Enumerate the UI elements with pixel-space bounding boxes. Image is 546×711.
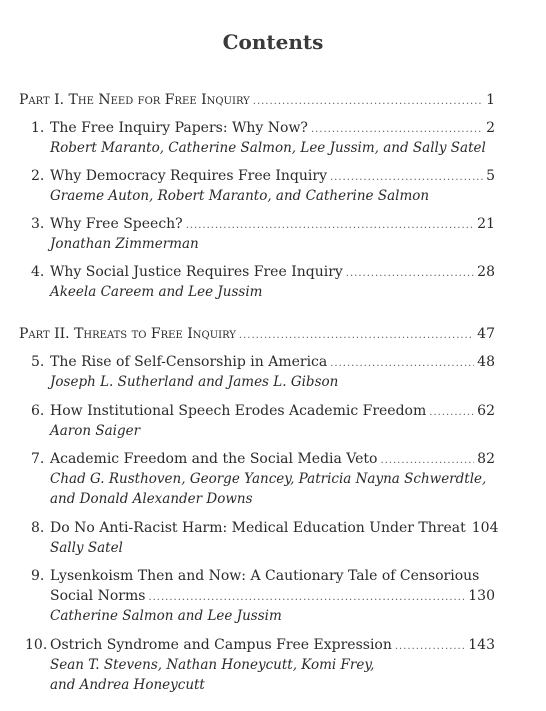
page-number: 62 — [477, 403, 495, 419]
page-number: 1 — [486, 92, 495, 108]
leader-dots — [429, 404, 474, 422]
entry-authors: Joseph L. Sutherland and James L. Gibson — [50, 374, 339, 390]
entry-number: 1. — [31, 120, 45, 136]
entry-number: 9. — [31, 568, 45, 584]
leader-dots — [148, 589, 465, 607]
entry-number: 4. — [31, 264, 45, 280]
entry-number: 3. — [31, 216, 45, 232]
entry-title: Ostrich Syndrome and Campus Free Expression — [50, 637, 392, 653]
toc-entry-6[interactable] — [50, 402, 495, 422]
entry-authors: Akeela Careem and Lee Jussim — [50, 284, 263, 300]
entry-number: 7. — [31, 451, 45, 467]
entry-title: Why Social Justice Requires Free Inquiry — [50, 264, 343, 280]
part-label: Part I. The Need for Free Inquiry — [19, 92, 250, 108]
entry-number: 5. — [31, 354, 45, 370]
part-heading-1[interactable] — [19, 91, 495, 111]
page-title: Contents — [222, 30, 324, 54]
entry-title: Do No Anti-Racist Harm: Medical Education Under Threat — [50, 520, 466, 536]
page-number: 143 — [468, 637, 495, 653]
entry-number: 6. — [31, 403, 45, 419]
entry-authors: Sally Satel — [50, 540, 123, 556]
toc-entry-5[interactable] — [50, 353, 495, 373]
page-number: 28 — [477, 264, 495, 280]
entry-title: The Free Inquiry Papers: Why Now? — [50, 120, 308, 136]
entry-number: 2. — [31, 168, 45, 184]
toc-entry-4[interactable] — [50, 263, 495, 283]
entry-title: Social Norms — [50, 588, 146, 604]
page-number: 2 — [486, 120, 495, 136]
page-number: 5 — [486, 168, 495, 184]
part-heading-2[interactable] — [19, 325, 495, 345]
page-number: 21 — [477, 216, 495, 232]
toc-entry-3[interactable] — [50, 215, 495, 235]
entry-title: Academic Freedom and the Social Media Veto — [50, 451, 378, 467]
leader-dots — [330, 169, 483, 187]
entry-authors: Jonathan Zimmerman — [50, 236, 199, 252]
toc-entry-7[interactable] — [50, 450, 495, 470]
leader-dots — [253, 93, 483, 111]
leader-dots — [380, 452, 474, 470]
page-number: 82 — [477, 451, 495, 467]
leader-dots — [311, 121, 483, 139]
leader-dots — [330, 355, 474, 373]
entry-authors-continued: and Andrea Honeycutt — [50, 677, 205, 693]
toc-entry-8[interactable] — [50, 519, 499, 539]
entry-authors: Robert Maranto, Catherine Salmon, Lee Jussim, and Sally Satel — [50, 140, 486, 156]
leader-dots — [186, 217, 474, 235]
page-number: 47 — [477, 326, 495, 342]
toc-entry-10[interactable] — [50, 636, 495, 656]
entry-authors: Graeme Auton, Robert Maranto, and Catherine Salmon — [50, 188, 430, 204]
page-number: 130 — [468, 588, 495, 604]
entry-number: 8. — [31, 520, 45, 536]
entry-authors: Chad G. Rusthoven, George Yancey, Patricia Nayna Schwerdtle, — [50, 471, 487, 487]
page-number: 48 — [477, 354, 495, 370]
toc-entry-2[interactable] — [50, 167, 495, 187]
entry-title: Why Free Speech? — [50, 216, 183, 232]
entry-number: 10. — [25, 637, 48, 653]
entry-title: The Rise of Self-Censorship in America — [50, 354, 328, 370]
leader-dots — [395, 638, 465, 656]
part-label: Part II. Threats to Free Inquiry — [19, 326, 236, 342]
page-number: 104 — [471, 520, 499, 536]
entry-title-line1[interactable]: Lysenkoism Then and Now: A Cautionary Tale of Censorious — [50, 568, 480, 584]
entry-authors: Sean T. Stevens, Nathan Honeycutt, Komi Frey, — [50, 657, 375, 673]
entry-title: Why Democracy Requires Free Inquiry — [50, 168, 327, 184]
entry-authors-continued: and Donald Alexander Downs — [50, 491, 253, 507]
entry-authors: Aaron Saiger — [50, 423, 141, 439]
leader-dots — [239, 327, 474, 345]
toc-entry-9[interactable] — [50, 587, 495, 607]
entry-title: How Institutional Speech Erodes Academic Freedom — [50, 403, 427, 419]
entry-authors: Catherine Salmon and Lee Jussim — [50, 608, 282, 624]
toc-entry-1[interactable] — [50, 119, 495, 139]
leader-dots — [346, 265, 474, 283]
